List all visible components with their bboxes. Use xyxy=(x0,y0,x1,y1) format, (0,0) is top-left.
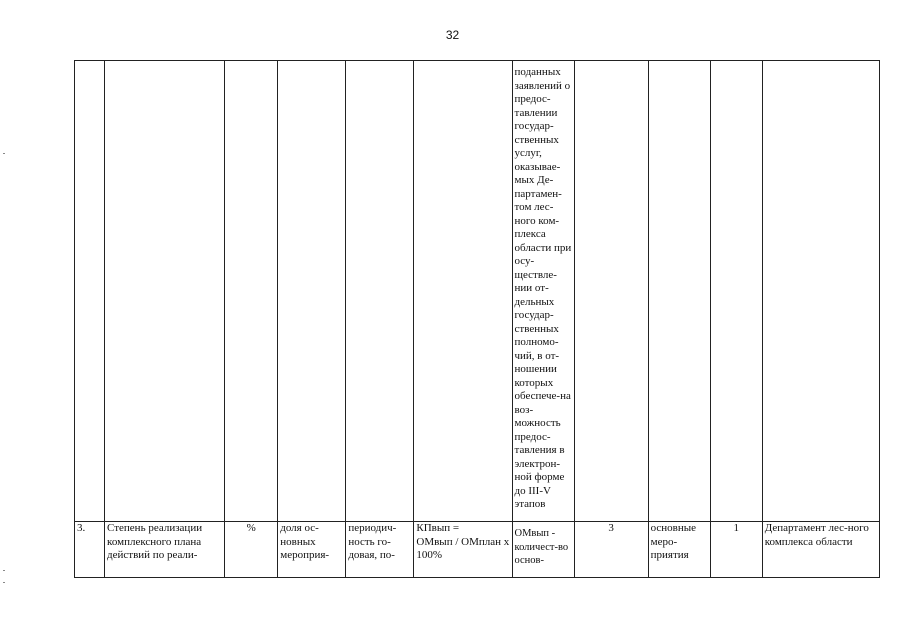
unit: % xyxy=(225,522,278,578)
table-row xyxy=(75,522,880,578)
scan-artifact xyxy=(3,153,5,154)
cell-number xyxy=(75,61,105,522)
cell-formula-description: поданных заявлений о предос-тавлении государ-ственных услуг, оказывае-мых Де-партамен-том лес-ного ком-плекса области при осу-ществле-нии от-дельных государ-ственных полномо-чий, в от-ношении которых обеспече-на воз-можность предос-тавления в электрон-ной форме до III-V этапов xyxy=(512,61,574,522)
formula-line-1: КПвып = xyxy=(416,522,460,534)
cell-object xyxy=(648,61,710,522)
table-row xyxy=(75,61,880,522)
cell-coverage xyxy=(710,61,762,522)
cell-definition xyxy=(278,61,346,522)
definition: доля ос-новных мероприя- xyxy=(278,522,346,578)
formula-description: ОМвып - количест-во основ- xyxy=(512,522,574,578)
cell-indicator-name xyxy=(105,61,225,522)
periodicity: периодич-ность го-довая, по- xyxy=(346,522,414,578)
object: основные меро-приятия xyxy=(648,522,710,578)
method-code: 3 xyxy=(574,522,648,578)
cell-periodicity xyxy=(346,61,414,522)
responsible: Департамент лес-ного комплекса области xyxy=(762,522,879,578)
cell-formula xyxy=(414,61,512,522)
cell-method xyxy=(574,61,648,522)
formula-line-2: ОМвып / ОМплан х 100% xyxy=(416,535,510,561)
indicators-table xyxy=(74,60,880,578)
cell-unit xyxy=(225,61,278,522)
indicator-name: Степень реализации комплексного плана действий по реали- xyxy=(105,522,225,578)
scan-artifact xyxy=(3,582,5,583)
formula xyxy=(414,522,512,578)
coverage-code: 1 xyxy=(710,522,762,578)
row-number: 3. xyxy=(75,522,105,578)
scan-artifact xyxy=(3,570,5,571)
page-number: 32 xyxy=(445,28,460,42)
cell-responsible xyxy=(762,61,879,522)
